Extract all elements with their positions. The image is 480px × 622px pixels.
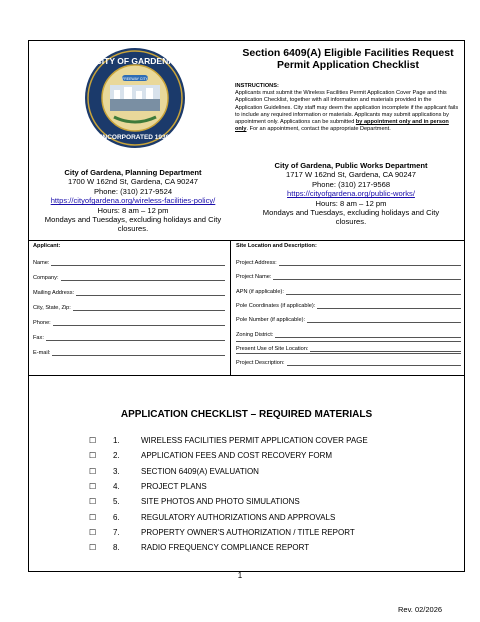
checklist-item xyxy=(89,451,332,460)
checklist-item-text: SECTION 6409(A) EVALUATION xyxy=(141,466,259,476)
site-field-project-address[interactable] xyxy=(236,259,461,266)
planning-department-contact xyxy=(33,168,233,234)
checkbox[interactable]: ☐ xyxy=(89,512,97,522)
field-input-line[interactable] xyxy=(279,259,461,266)
public-works-phone: Phone: (310) 217-9568 xyxy=(311,179,391,189)
checkbox[interactable]: ☐ xyxy=(89,466,97,476)
divider-bottom xyxy=(29,375,464,376)
instructions-heading: INSTRUCTIONS: xyxy=(235,83,279,89)
field-label: APN (if applicable): xyxy=(236,288,284,295)
field-label: E-mail: xyxy=(33,350,51,356)
instructions xyxy=(235,83,460,133)
checklist-item-number: 2. xyxy=(113,451,120,461)
form-title xyxy=(235,47,461,71)
checklist-item xyxy=(89,482,207,491)
instructions-end: . For an appointment, contact the appropriate Department. xyxy=(246,126,391,133)
site-field-project-description[interactable] xyxy=(236,359,461,366)
public-works-name: City of Gardena, Public Works Department xyxy=(274,161,428,170)
checklist-item-number: 3. xyxy=(113,466,120,476)
field-input-line[interactable] xyxy=(76,289,225,296)
applicant-field-company[interactable] xyxy=(33,274,225,281)
public-works-link[interactable]: https://cityofgardena.org/public-works/ xyxy=(287,189,415,199)
field-input-line[interactable] xyxy=(273,273,461,280)
field-input-line[interactable] xyxy=(46,334,225,341)
checkbox[interactable]: ☐ xyxy=(89,436,97,445)
city-seal-logo xyxy=(84,47,186,149)
checklist-item xyxy=(89,528,355,537)
svg-text:FREEWAY CITY: FREEWAY CITY xyxy=(122,77,148,81)
checklist-item-text: PROJECT PLANS xyxy=(141,481,207,491)
field-input-line[interactable] xyxy=(275,331,461,338)
divider-top xyxy=(29,240,464,241)
site-field-present-use-of-site-location[interactable] xyxy=(236,345,461,352)
field-label: Company: xyxy=(33,275,59,281)
field-label: Project Address: xyxy=(236,260,277,266)
planning-address: 1700 W 162nd St, Gardena, CA 90247 xyxy=(67,177,199,187)
checklist-item-text: RADIO FREQUENCY COMPLIANCE REPORT xyxy=(141,543,310,553)
checklist-item-number: 8. xyxy=(113,543,120,553)
field-label: Project Name: xyxy=(236,274,272,281)
site-field-apn-if-applicable[interactable] xyxy=(236,288,461,295)
field-label: Mailing Address: xyxy=(33,290,75,296)
field-input-line[interactable] xyxy=(52,349,225,356)
public-works-days: Mondays and Tuesdays, excluding holidays and City closures. xyxy=(262,208,440,227)
site-field-pole-number-if-applicable[interactable] xyxy=(236,316,461,323)
project-description-line[interactable] xyxy=(236,341,461,342)
title-line-2: Permit Application Checklist xyxy=(277,59,419,71)
site-field-project-name[interactable] xyxy=(236,273,461,280)
title-line-1: Section 6409(A) Eligible Facilities Request xyxy=(242,47,454,59)
site-heading: Site Location and Description: xyxy=(236,243,317,249)
field-label: Project Description: xyxy=(236,360,285,367)
checklist-item xyxy=(89,497,300,506)
field-label: Fax: xyxy=(33,335,44,341)
svg-text:INCORPORATED 1930: INCORPORATED 1930 xyxy=(100,134,170,141)
field-input-line[interactable] xyxy=(310,345,461,352)
checklist-item-number: 4. xyxy=(113,481,120,491)
instructions-body: Applicants must submit the Wireless Facilities Permit Application Cover Page and this Application Checklist, together with all information and materials provided in the Application Guidelines. City staff may deem the application incomplete if the applicant fails to include any required information or materials. Applicants may submit applications by appointment only. Applications can be submitted xyxy=(235,90,459,126)
checklist-item-text: PROPERTY OWNER'S AUTHORIZATION / TITLE REPORT xyxy=(141,527,355,537)
field-input-line[interactable] xyxy=(53,319,225,326)
field-label: Pole Number (if applicable): xyxy=(236,317,306,324)
revision-date: Rev. 02/2026 xyxy=(398,605,443,614)
application-form xyxy=(28,40,465,572)
checklist-item-number: 1. xyxy=(113,436,120,445)
planning-days: Mondays and Tuesdays, excluding holidays and City closures. xyxy=(44,215,222,234)
checklist-item-number: 6. xyxy=(113,512,120,522)
field-label: Pole Coordinates (if applicable): xyxy=(236,302,316,309)
checklist-item-text: REGULATORY AUTHORIZATIONS AND APPROVALS xyxy=(141,512,336,522)
checkbox[interactable]: ☐ xyxy=(89,497,97,507)
applicant-heading: Applicant: xyxy=(33,243,61,249)
checklist-item-text: WIRELESS FACILITIES PERMIT APPLICATION COVER PAGE xyxy=(141,436,368,445)
svg-text:CITY OF GARDENA: CITY OF GARDENA xyxy=(95,56,175,66)
checklist-item-text: APPLICATION FEES AND COST RECOVERY FORM xyxy=(141,451,333,461)
applicant-field-e-mail[interactable] xyxy=(33,349,225,356)
field-input-line[interactable] xyxy=(51,259,225,266)
checkbox[interactable]: ☐ xyxy=(89,481,97,491)
applicant-field-mailing-address[interactable] xyxy=(33,289,225,296)
page-number: 1 xyxy=(237,571,243,580)
checklist-item xyxy=(89,543,309,552)
field-label: City, State, Zip: xyxy=(33,305,71,311)
public-works-address: 1717 W 162nd St, Gardena, CA 90247 xyxy=(285,170,417,180)
planning-name: City of Gardena, Planning Department xyxy=(64,168,202,177)
checkbox[interactable]: ☐ xyxy=(89,527,97,537)
checklist-item xyxy=(89,467,259,476)
applicant-field-name[interactable] xyxy=(33,259,225,266)
field-label: Zoning District: xyxy=(236,331,274,338)
checklist-item-number: 7. xyxy=(113,527,120,537)
field-label: Present Use of Site Location: xyxy=(236,345,309,352)
checkbox[interactable]: ☐ xyxy=(89,451,97,461)
divider-vertical xyxy=(230,240,231,375)
site-field-pole-coordinates-if-applicable[interactable] xyxy=(236,302,461,309)
field-label: Name: xyxy=(33,260,50,266)
field-label: Phone: xyxy=(33,320,51,326)
checklist-item-text: SITE PHOTOS AND PHOTO SIMULATIONS xyxy=(141,497,300,507)
planning-phone: Phone: (310) 217-9524 xyxy=(93,186,173,196)
field-input-line[interactable] xyxy=(61,274,226,281)
public-works-hours: Hours: 8 am – 12 pm xyxy=(315,198,387,208)
field-input-line[interactable] xyxy=(287,359,462,366)
checkbox[interactable]: ☐ xyxy=(89,543,97,553)
checklist-item xyxy=(89,436,368,445)
field-input-line[interactable] xyxy=(307,316,461,323)
site-field-zoning-district[interactable] xyxy=(236,331,461,338)
applicant-field-city-state-zip[interactable] xyxy=(33,304,225,311)
planning-hours: Hours: 8 am – 12 pm xyxy=(97,205,169,215)
project-description-line[interactable] xyxy=(236,353,461,354)
checklist-item-number: 5. xyxy=(113,497,120,507)
field-input-line[interactable] xyxy=(317,302,461,309)
applicant-field-fax[interactable] xyxy=(33,334,225,341)
field-input-line[interactable] xyxy=(73,304,225,311)
public-works-contact xyxy=(251,161,451,227)
instructions-emphasis: by appointment only and in person only xyxy=(235,119,449,133)
field-input-line[interactable] xyxy=(286,288,461,295)
planning-link[interactable]: https://cityofgardena.org/wireless-facilities-policy/ xyxy=(50,196,216,206)
checklist-title: APPLICATION CHECKLIST – REQUIRED MATERIALS xyxy=(120,409,373,420)
applicant-field-phone[interactable] xyxy=(33,319,225,326)
checklist-item xyxy=(89,513,335,522)
